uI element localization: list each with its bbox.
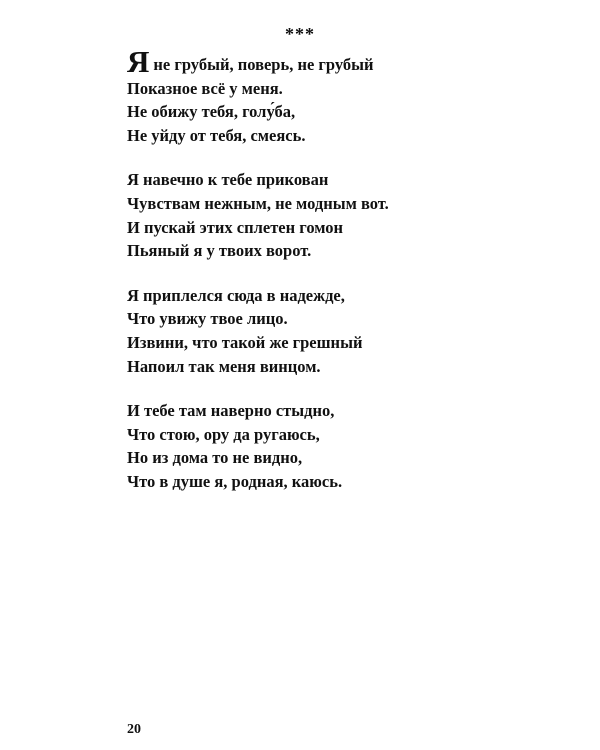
poem-line: Не уйду от тебя, смеясь. [127, 125, 306, 145]
stanza-3 [127, 284, 389, 378]
poem-line: Что в душе я, родная, каюсь. [127, 471, 343, 491]
poem-line: Пьяный я у твоих ворот. [127, 241, 312, 261]
first-line-text: не грубый, поверь, не грубый [153, 55, 374, 74]
poem-line: Но из дома то не видно, [127, 448, 303, 468]
poem-line: И тебе там наверно стыдно, [127, 401, 335, 421]
poem-line: Я навечно к тебе прикован [127, 170, 329, 190]
poem-line: Не обижу тебя, голу́ба, [127, 102, 296, 122]
stanza-1 [127, 44, 389, 147]
poem-line: Извини, что такой же грешный [127, 332, 363, 352]
drop-cap: Я [127, 44, 150, 79]
poem-line: Чувствам нежным, не модным вот. [127, 193, 389, 213]
page-number: 20 [127, 722, 141, 737]
poem-line: Показное всё у меня. [127, 78, 283, 98]
poem-line: И пускай этих сплетен гомон [127, 217, 344, 237]
poem-line: Я приплелся сюда в надежде, [127, 285, 345, 305]
stanza-4 [127, 399, 389, 493]
poem [127, 44, 389, 515]
stanza-2 [127, 168, 389, 262]
poem-line: Что стою, ору да ругаюсь, [127, 424, 320, 444]
poem-line: Что увижу твое лицо. [127, 309, 288, 329]
poem-line: Напоил так меня винцом. [127, 356, 321, 376]
poem-line [127, 44, 389, 79]
section-ornament: *** [285, 24, 315, 44]
